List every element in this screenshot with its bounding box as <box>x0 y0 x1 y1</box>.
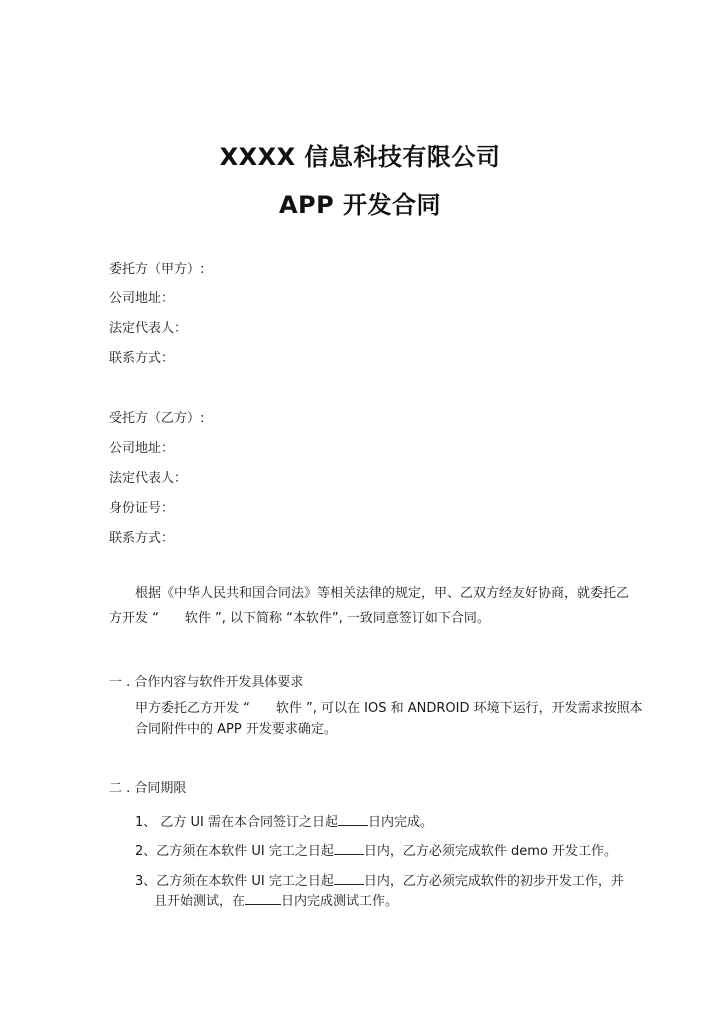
party-b-id-number: 身份证号： <box>109 501 175 516</box>
term-item-3-text-end: 日内，乙方必须完成软件的初步开发工作，并 <box>363 874 624 889</box>
party-a-representative: 法定代表人： <box>109 321 188 336</box>
days-blank <box>338 813 368 826</box>
party-a-address: 公司地址： <box>109 291 175 306</box>
term-item-3 <box>135 872 624 890</box>
term-item-3-cont-start: 且开始测试，在 <box>154 894 246 909</box>
section-1-line-1-end: 软件 ”, 可以在 IOS 和 ANDROID 环境下运行，开发需求按照本 <box>275 701 643 716</box>
term-item-3-text-start: 乙方须在本软件 UI 完工之日起 <box>156 874 334 889</box>
term-item-2-number: 2、 <box>135 844 157 859</box>
days-blank <box>245 892 281 905</box>
term-item-3-continuation <box>154 892 398 910</box>
days-blank <box>334 872 364 885</box>
section-1-heading: 一 . 合作内容与软件开发具体要求 <box>109 675 304 690</box>
term-item-1-text-end: 日内完成。 <box>368 815 434 830</box>
section-1-line-1-start: 甲方委托乙方开发 “ <box>135 701 250 716</box>
term-item-2 <box>135 842 617 860</box>
term-item-3-cont-end: 日内完成测试工作。 <box>281 894 399 909</box>
term-item-2-text-start: 乙方须在本软件 UI 完工之日起 <box>156 844 334 859</box>
party-a-heading: 委托方（甲方）: <box>109 262 205 277</box>
party-a-contact: 联系方式： <box>109 351 175 366</box>
days-blank <box>334 842 364 855</box>
section-2-heading: 二 . 合同期限 <box>109 781 187 796</box>
section-1-line-1 <box>135 701 643 717</box>
company-title: XXXX 信息科技有限公司 <box>219 143 501 171</box>
preamble-line-1: 根据《中华人民共和国合同法》等相关法律的规定，甲、乙双方经友好协商，就委托乙 <box>135 586 630 601</box>
preamble-line-2-end: 软件 ”, 以下简称 “本软件”, 一致同意签订如下合同。 <box>184 611 490 626</box>
preamble-line-2 <box>109 611 490 627</box>
term-item-1 <box>135 813 433 831</box>
section-1-line-2: 合同附件中的 APP 开发要求确定。 <box>135 722 337 737</box>
party-b-contact: 联系方式： <box>109 531 175 546</box>
term-item-3-number: 3、 <box>135 874 157 889</box>
party-b-heading: 受托方（乙方）: <box>109 411 205 426</box>
term-item-1-number: 1、 <box>135 815 157 830</box>
contract-title: APP 开发合同 <box>278 191 442 219</box>
term-item-1-text-start: 乙方 UI 需在本合同签订之日起 <box>156 815 339 830</box>
term-item-2-text-end: 日内，乙方必须完成软件 demo 开发工作。 <box>363 844 618 859</box>
preamble-line-2-start: 方开发 “ <box>109 611 159 626</box>
party-b-address: 公司地址： <box>109 441 175 456</box>
party-b-representative: 法定代表人： <box>109 471 188 486</box>
